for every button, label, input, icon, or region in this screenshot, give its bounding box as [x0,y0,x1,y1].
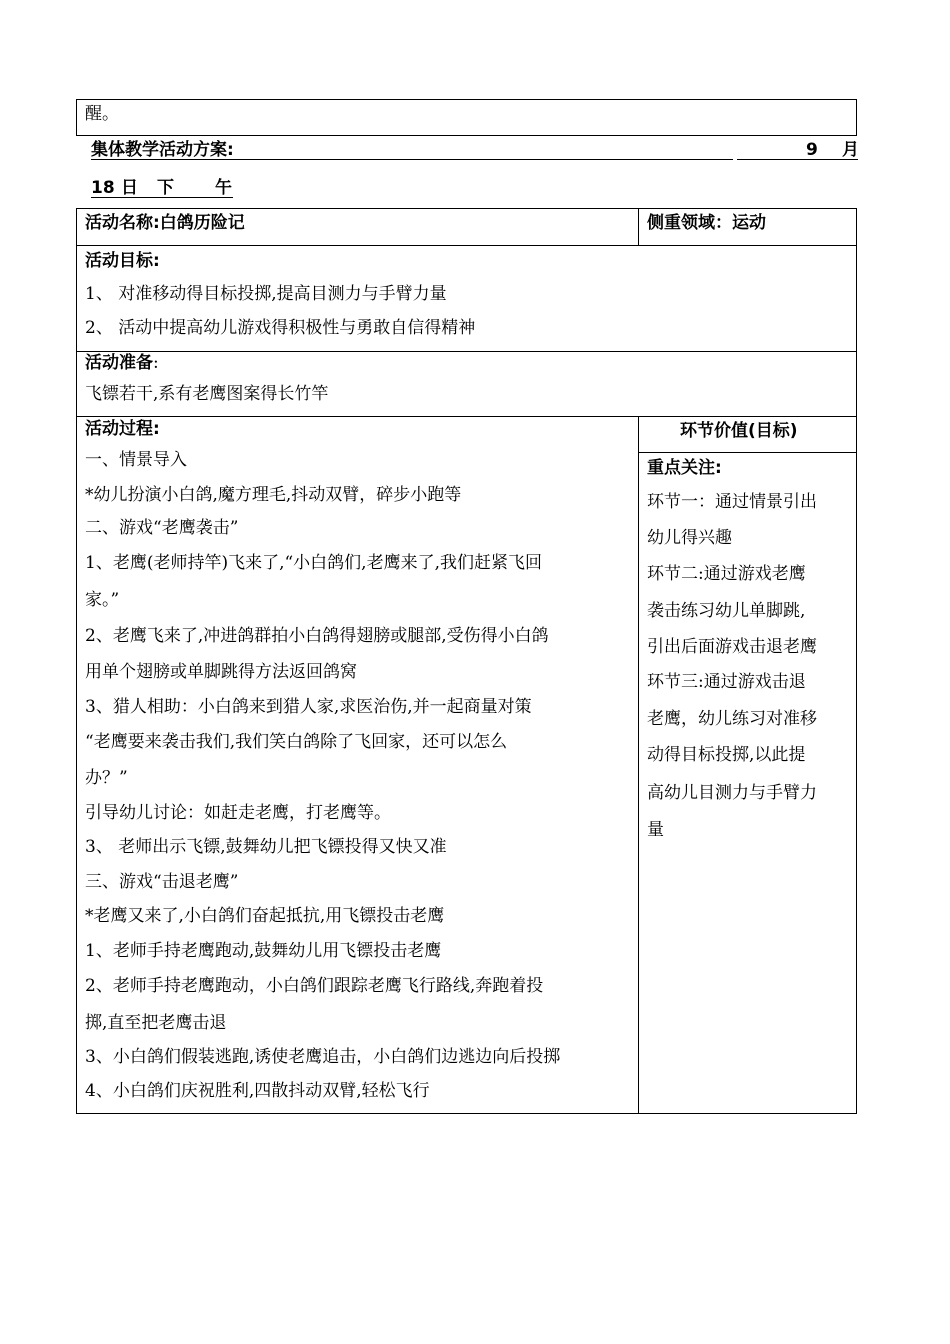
col-divider-process [638,416,639,1114]
process-line: 1、老师手持老鹰跑动,鼓舞幼儿用飞镖投击老鹰 [85,941,442,961]
focus-domain: 侧重领域：运动 [647,213,766,233]
process-line: *幼儿扮演小白鸽,魔方理毛,抖动双臂，碎步小跑等 [85,485,462,505]
prep-text: 飞镖若干,系有老鹰图案得长竹竿 [85,384,329,404]
date-underline [737,159,858,160]
row-divider-name [76,245,857,246]
process-line: “老鹰要来袭击我们,我们笑白鸽除了飞回家，还可以怎么 [85,732,508,752]
month-char: 月 [842,140,859,160]
value-line: 环节二:通过游戏老鹰 [647,564,806,584]
value-header: 环节价值(目标) [680,421,798,441]
process-line: 家。” [85,590,120,610]
process-line: 用单个翅膀或单脚跳得方法返回鸽窝 [85,662,357,682]
value-line: 高幼儿目测力与手臂力 [647,783,817,803]
process-line: 3、猎人相助：小白鸽来到猎人家,求医治伤,并一起商量对策 [85,697,532,717]
month-number: 9 [806,140,818,160]
value-line: 量 [647,820,664,840]
process-line: *老鹰又来了,小白鸽们奋起抵抗,用飞镖投击老鹰 [85,906,445,926]
row-divider-goals [76,351,857,352]
row-divider-prep [76,416,857,417]
process-line: 引导幼儿讨论：如赶走老鹰，打老鹰等。 [85,803,391,823]
process-line: 二、游戏“老鹰袭击” [85,518,239,538]
process-line: 一、情景导入 [85,450,187,470]
process-label: 活动过程: [85,419,160,439]
period-char-1: 下 [157,178,174,198]
process-line: 2、老鹰飞来了,冲进鸽群拍小白鸽得翅膀或腿部,受伤得小白鸽 [85,626,549,646]
day-char: 日 [121,178,138,198]
goals-label: 活动目标: [85,251,160,271]
prep-label-wrap [85,352,159,374]
value-line: 环节三:通过游戏击退 [647,672,806,692]
title-underline [91,159,733,160]
activity-name: 活动名称:白鸽历险记 [85,213,245,233]
value-header-divider [638,452,857,453]
focus-label: 重点关注: [647,458,722,478]
goal-item: 1、 对准移动得目标投掷,提高目测力与手臂力量 [85,284,447,304]
process-line: 3、小白鸽们假装逃跑,诱使老鹰追击，小白鸽们边逃边向后投掷 [85,1047,561,1067]
process-line: 三、游戏“击退老鹰” [85,872,239,892]
process-line: 2、老师手持老鹰跑动，小白鸽们跟踪老鹰飞行路线,奔跑着投 [85,976,544,996]
col-divider-name [638,208,639,245]
process-line: 3、 老师出示飞镖,鼓舞幼儿把飞镖投得又快又准 [85,837,447,857]
top-cell-text: 醒。 [85,104,119,124]
prep-label: 活动准备 [85,353,153,373]
date-line-underline [91,197,233,198]
value-line: 引出后面游戏击退老鹰 [647,637,817,657]
value-line: 环节一：通过情景引出 [647,492,817,512]
top-cell [76,99,857,136]
value-line: 袭击练习幼儿单脚跳, [647,601,806,621]
day-number: 18 [91,178,115,198]
process-line: 1、老鹰(老师持竿)飞来了,“小白鸽们,老鹰来了,我们赶紧飞回 [85,553,542,573]
value-line: 动得目标投掷,以此提 [647,745,806,765]
value-line: 老鹰，幼儿练习对准移 [647,709,817,729]
process-line: 掷,直至把老鹰击退 [85,1013,227,1033]
period-char-2: 午 [215,178,232,198]
process-line: 办？” [85,768,128,788]
goal-item: 2、 活动中提高幼儿游戏得积极性与勇敢自信得精神 [85,318,476,338]
value-line: 幼儿得兴趣 [647,528,732,548]
plan-title: 集体教学活动方案: [91,140,234,160]
process-line: 4、小白鸽们庆祝胜利,四散抖动双臂,轻松飞行 [85,1081,430,1101]
prep-colon: : [153,353,159,373]
